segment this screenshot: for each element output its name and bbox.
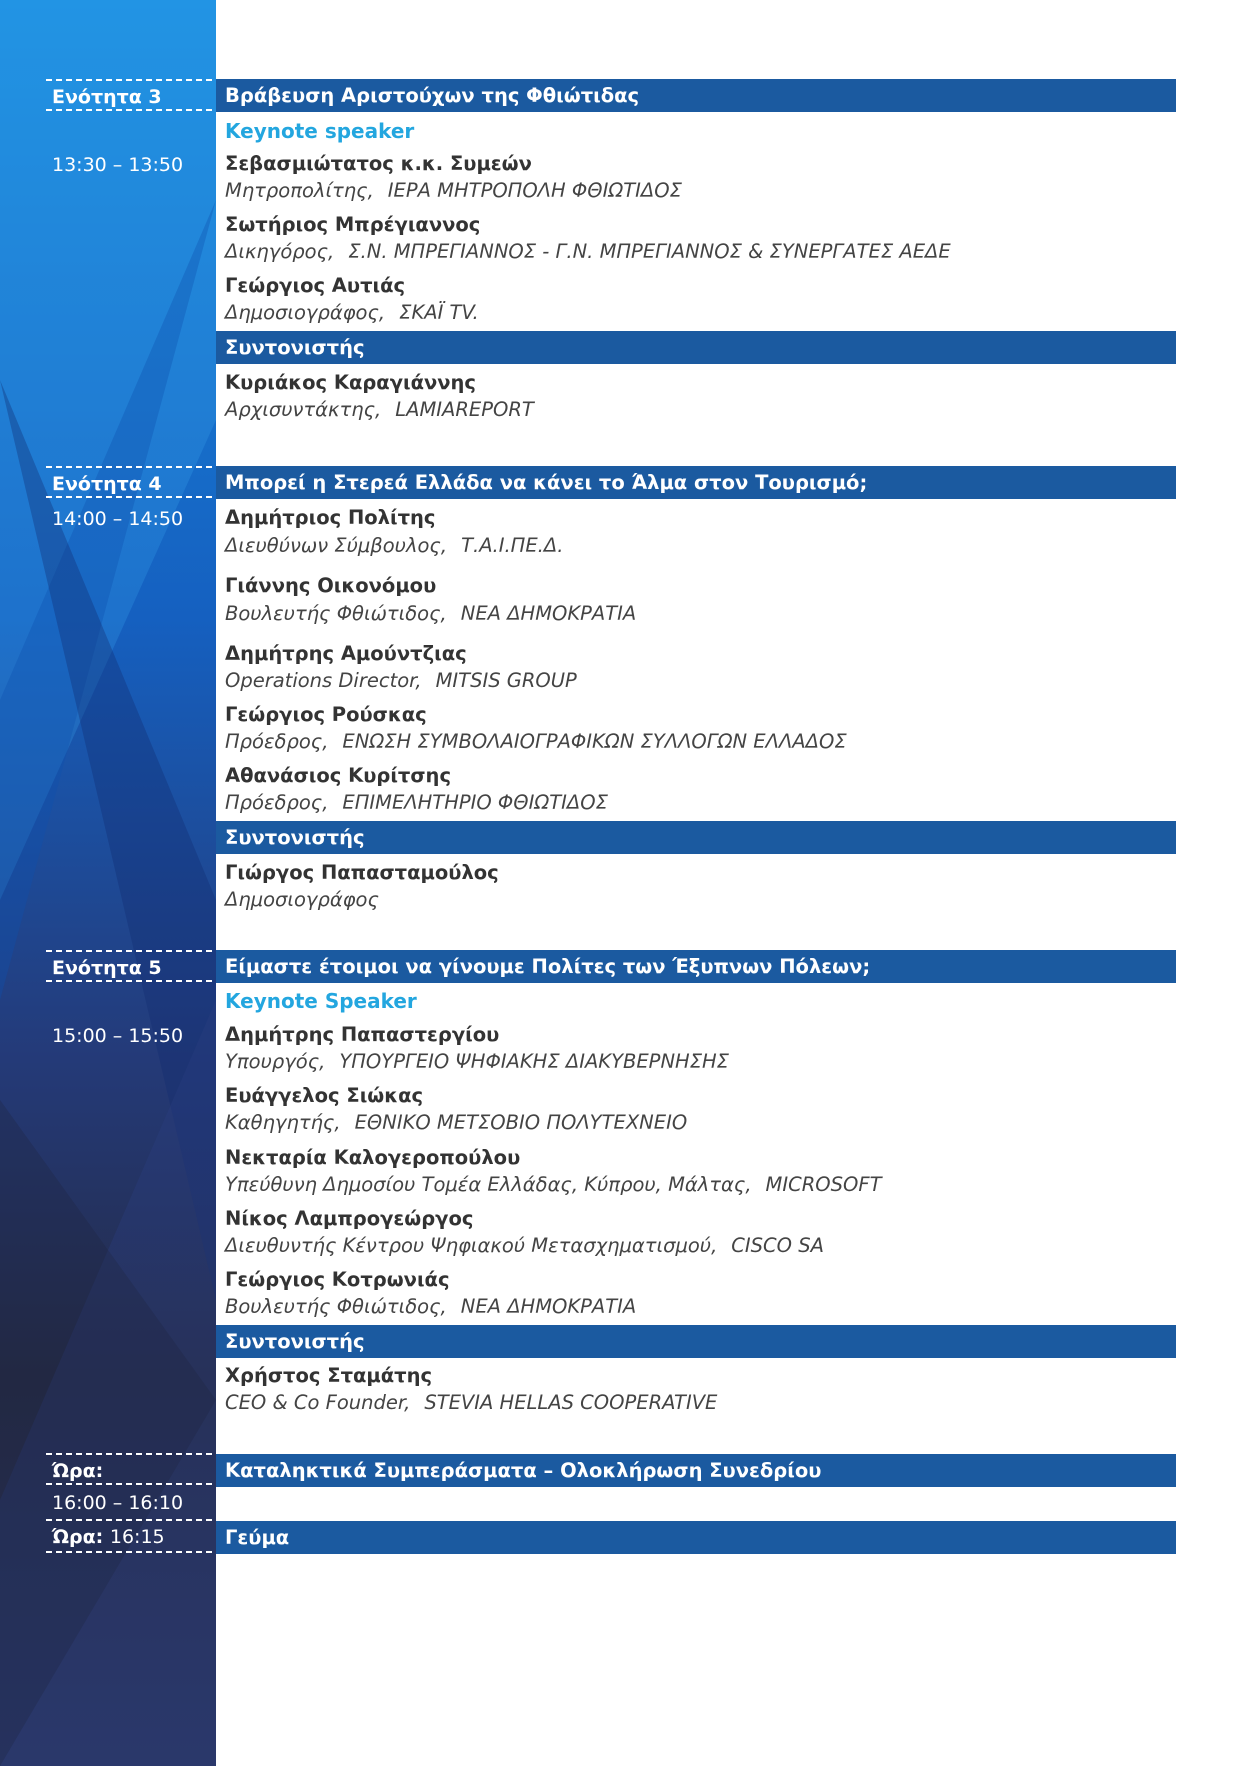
moderator-bar: Συντονιστής: [216, 821, 1176, 854]
speaker-name: Δημήτριος Πολίτης: [225, 506, 436, 529]
lunch-label: Ώρα: 16:15: [46, 1521, 212, 1553]
moderator-bar: Συντονιστής: [216, 331, 1176, 364]
speaker-name: Γεώργιος Αυτιάς: [225, 274, 406, 297]
section-label: Ενότητα 4: [46, 466, 212, 498]
moderator-bar: Συντονιστής: [216, 1325, 1176, 1358]
section-title-bar: Μπορεί η Στερεά Ελλάδα να κάνει το Άλμα στον Τουρισμό;: [216, 466, 1176, 499]
closing-label: Ώρα:: [46, 1453, 212, 1485]
section-time: 15:00 – 15:50: [52, 1025, 184, 1047]
speaker-name: Ευάγγελος Σιώκας: [225, 1084, 424, 1107]
speaker-role: Καθηγητής, ΕΘΝΙΚΟ ΜΕΤΣΟΒΙΟ ΠΟΛΥΤΕΧΝΕΙΟ: [225, 1111, 688, 1134]
speaker-name: Γεώργιος Ρούσκας: [225, 703, 427, 726]
section-label: Ενότητα 3: [46, 79, 212, 111]
speaker-name: Δημήτρης Παπαστεργίου: [225, 1023, 500, 1046]
speaker-role: Δικηγόρος, Σ.Ν. ΜΠΡΕΓΙΑΝΝΟΣ - Γ.Ν. ΜΠΡΕΓΙΑΝΝΟΣ & ΣΥΝΕΡΓΑΤΕΣ ΑΕΔΕ: [225, 240, 951, 263]
speaker-name: Αθανάσιος Κυρίτσης: [225, 764, 452, 787]
lunch-title-bar: Γεύμα: [216, 1521, 1176, 1554]
speaker-name: Γεώργιος Κοτρωνιάς: [225, 1268, 450, 1291]
moderator-role: Δημοσιογράφος: [225, 888, 379, 911]
keynote-label: Keynote speaker: [225, 119, 415, 143]
speaker-name: Νεκταρία Καλογεροπούλου: [225, 1146, 521, 1169]
speaker-role: Operations Director, MITSIS GROUP: [225, 669, 577, 692]
speaker-name: Σεβασμιώτατος κ.κ. Συμεών: [225, 152, 532, 175]
closing-time: 16:00 – 16:10: [46, 1487, 212, 1521]
section-title-bar: Βράβευση Αριστούχων της Φθιώτιδας: [216, 79, 1176, 112]
speaker-name: Νίκος Λαμπρογεώργος: [225, 1207, 474, 1230]
section-time: 13:30 – 13:50: [52, 154, 184, 176]
closing-title-bar: Καταληκτικά Συμπεράσματα – Ολοκλήρωση Συνεδρίου: [216, 1454, 1176, 1487]
speaker-role: Δημοσιογράφος, ΣΚΑΪ TV.: [225, 301, 479, 324]
speaker-role: Βουλευτής Φθιώτιδος, ΝΕΑ ΔΗΜΟΚΡΑΤΙΑ: [225, 1295, 637, 1318]
section-time: 14:00 – 14:50: [52, 508, 184, 530]
moderator-name: Χρήστος Σταμάτης: [225, 1364, 433, 1387]
speaker-role: Υπεύθυνη Δημοσίου Τομέα Ελλάδας, Κύπρου, Μάλτας, MICROSOFT: [225, 1173, 882, 1196]
section-label: Ενότητα 5: [46, 950, 212, 982]
section-title-bar: Είμαστε έτοιμοι να γίνουμε Πολίτες των Έξυπνων Πόλεων;: [216, 950, 1176, 983]
moderator-name: Γιώργος Παπασταμούλος: [225, 861, 499, 884]
speaker-role: Βουλευτής Φθιώτιδος, ΝΕΑ ΔΗΜΟΚΡΑΤΙΑ: [225, 602, 637, 625]
speaker-role: Πρόεδρος, ΕΠΙΜΕΛΗΤΗΡΙΟ ΦΘΙΩΤΙΔΟΣ: [225, 791, 608, 814]
speaker-role: Πρόεδρος, ΕΝΩΣΗ ΣΥΜΒΟΛΑΙΟΓΡΑΦΙΚΩΝ ΣΥΛΛΟΓΩΝ ΕΛΛΑΔΟΣ: [225, 730, 847, 753]
speaker-name: Σωτήριος Μπρέγιαννος: [225, 213, 481, 236]
speaker-name: Γιάννης Οικονόμου: [225, 574, 437, 597]
speaker-role: Μητροπολίτης, ΙΕΡΑ ΜΗΤΡΟΠΟΛΗ ΦΘΙΩΤΙΔΟΣ: [225, 179, 682, 202]
speaker-role: Διευθύνων Σύμβουλος, Τ.Α.Ι.ΠΕ.Δ.: [225, 534, 564, 557]
moderator-name: Κυριάκος Καραγιάννης: [225, 371, 476, 394]
keynote-label: Keynote Speaker: [225, 989, 417, 1013]
speaker-role: Υπουργός, ΥΠΟΥΡΓΕΙΟ ΨΗΦΙΑΚΗΣ ΔΙΑΚΥΒΕΡΝΗΣΗΣ: [225, 1050, 729, 1073]
moderator-role: CEO & Co Founder, STEVIA HELLAS COOPERATIVE: [225, 1391, 718, 1414]
speaker-name: Δημήτρης Αμούντζιας: [225, 642, 467, 665]
moderator-role: Αρχισυντάκτης, LAMIAREPORT: [225, 398, 534, 421]
speaker-role: Διευθυντής Κέντρου Ψηφιακού Μετασχηματισμού, CISCO SA: [225, 1234, 824, 1257]
